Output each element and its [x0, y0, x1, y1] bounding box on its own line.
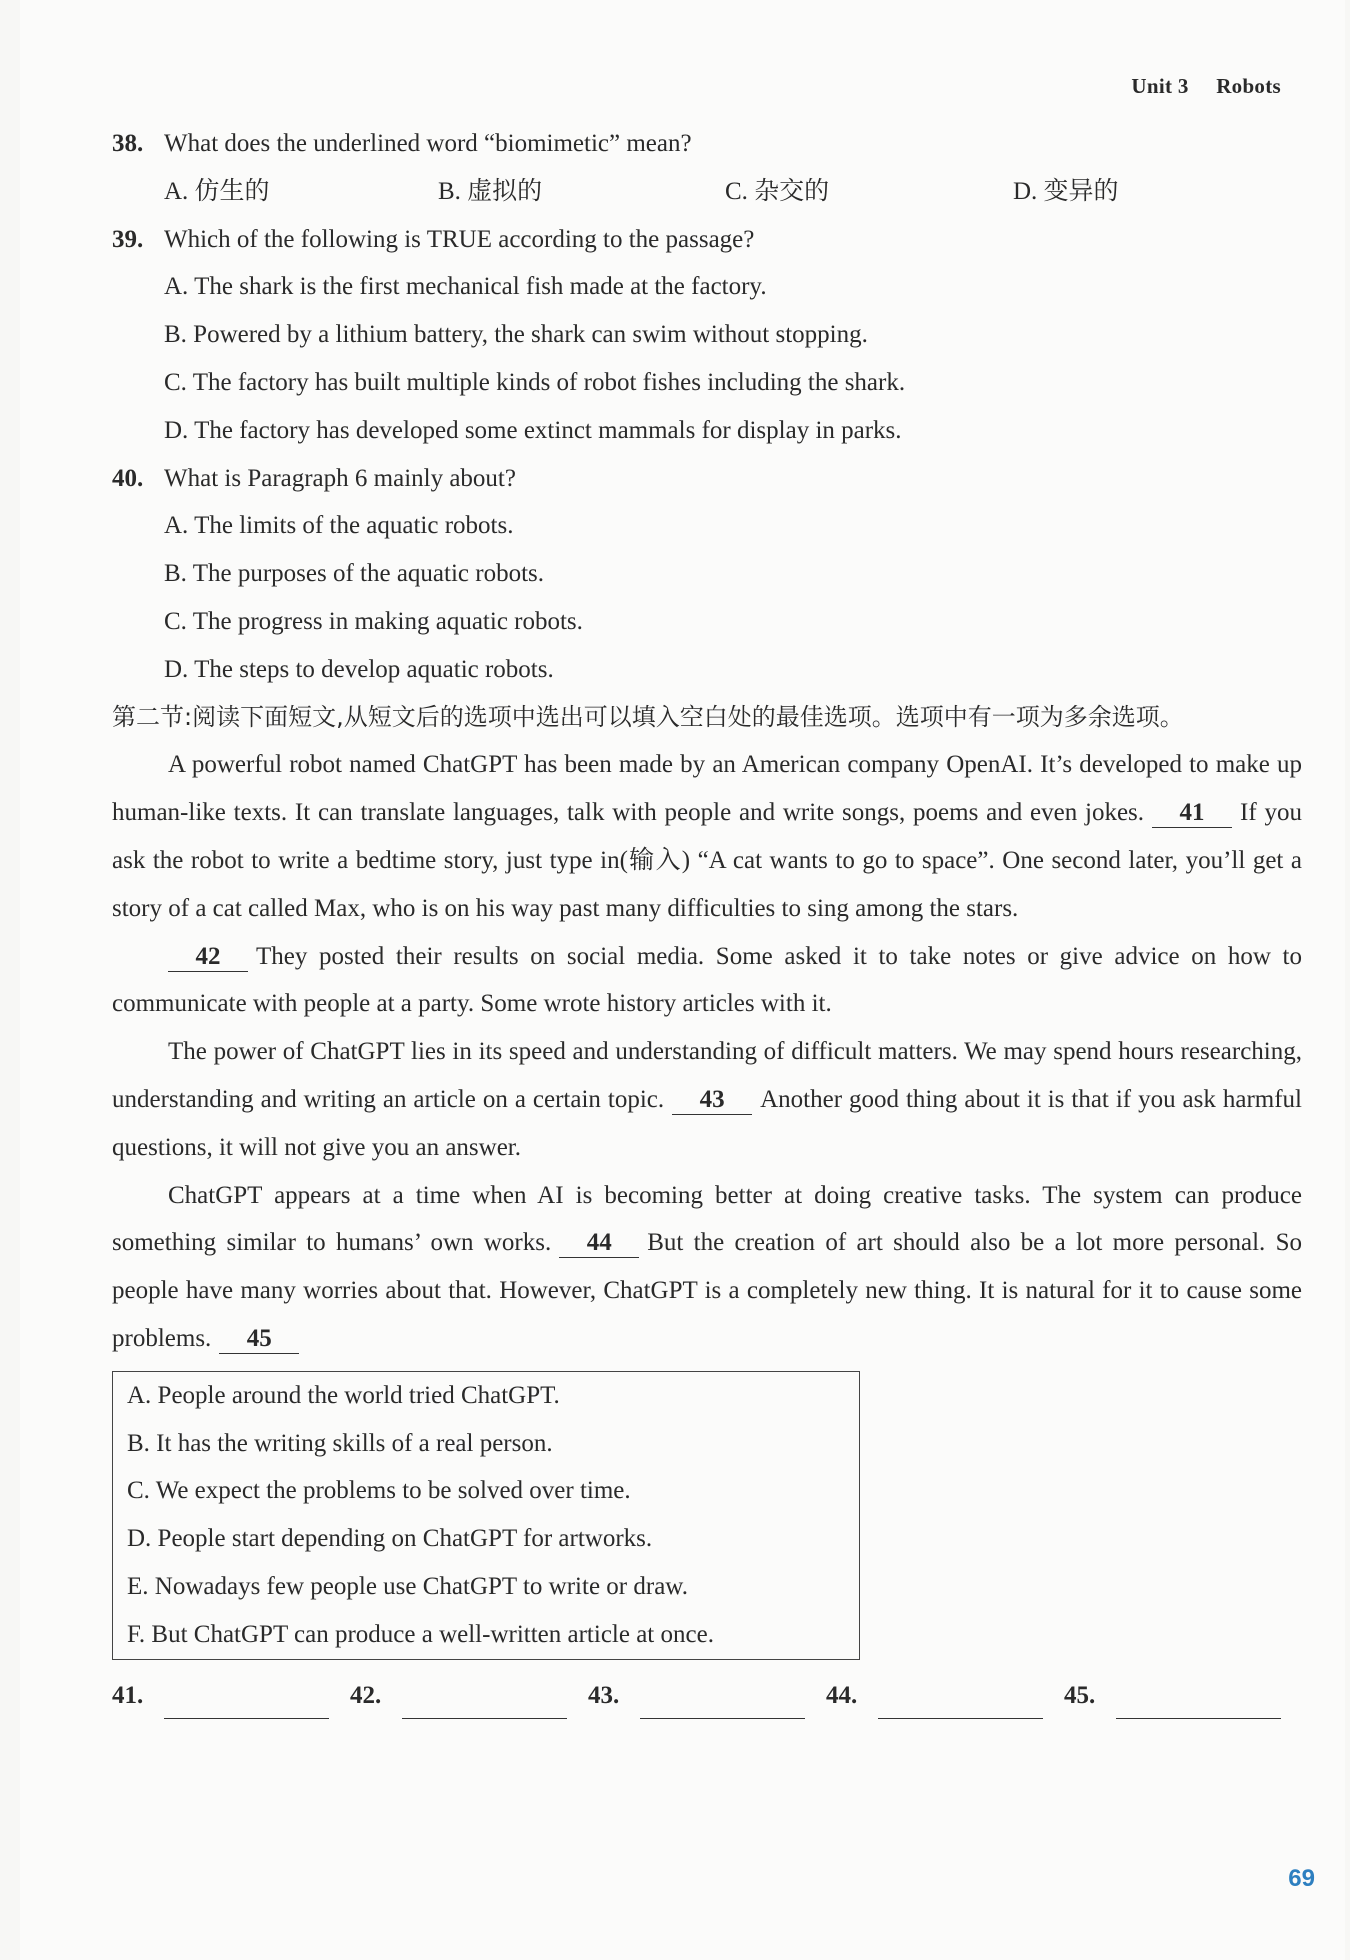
main-content [112, 120, 1302, 1719]
choice-e: E. Nowadays few people use ChatGPT to write or draw. [127, 1572, 688, 1600]
page-header [1131, 74, 1281, 99]
question-38-options [112, 168, 1302, 216]
answer-42 [350, 1672, 588, 1720]
answer-line[interactable] [640, 1688, 805, 1719]
answer-label: 43. [588, 1681, 620, 1709]
option-a: A. 仿生的 [164, 177, 270, 205]
question-text: What is Paragraph 6 mainly about? [164, 464, 516, 492]
blank-45: 45 [219, 1325, 299, 1354]
question-number: 39. [112, 225, 144, 253]
section-2-instruction: 第二节:阅读下面短文,从短文后的选项中选出可以填入空白处的最佳选项。选项中有一项为多余选项。 [112, 702, 1184, 731]
option-b: B. The purposes of the aquatic robots. [164, 560, 545, 588]
option-c: C. The progress in making aquatic robots. [164, 607, 583, 635]
choice-c: C. We expect the problems to be solved over time. [127, 1477, 631, 1505]
answer-44 [826, 1672, 1064, 1720]
question-38 [112, 120, 1302, 168]
paragraph-text: Another good thing about it is that if you ask harmful questions, it will not give you an answer. [112, 1085, 1302, 1161]
question-text: Which of the following is TRUE according to the passage? [164, 225, 755, 253]
answer-43 [588, 1672, 826, 1720]
choice-a: A. People around the world tried ChatGPT. [127, 1381, 560, 1409]
blank-42: 42 [168, 943, 248, 972]
option-b: B. 虚拟的 [438, 177, 543, 205]
option-d: D. 变异的 [1013, 177, 1119, 205]
answer-line[interactable] [164, 1688, 329, 1719]
paragraph-text: If you ask the robot to write a bedtime story, just type in(输入) “A cat wants to go to space”. One second later, you’ll get a story of a cat called Max, who is on his way past many difficulties to sing among the stars. [112, 799, 1302, 922]
option-c: C. 杂交的 [725, 177, 830, 205]
answer-41 [112, 1672, 350, 1720]
unit-label: Unit 3 [1131, 74, 1189, 98]
answer-line[interactable] [878, 1688, 1043, 1719]
passage-paragraph-2 [112, 933, 1302, 1029]
passage-paragraph-4 [112, 1172, 1302, 1363]
option-c: C. The factory has built multiple kinds of robot fishes including the shark. [164, 368, 906, 396]
answer-label: 44. [826, 1681, 858, 1709]
question-39 [112, 216, 1302, 264]
answer-label: 45. [1064, 1681, 1096, 1709]
paragraph-text: The power of ChatGPT lies in its speed and understanding of difficult matters. We may spend hours researching, understanding and writing an article on a certain topic. [112, 1038, 1302, 1113]
page-number: 69 [1288, 1865, 1315, 1892]
question-number: 38. [112, 130, 144, 157]
blank-44: 44 [559, 1229, 639, 1258]
answer-lines [112, 1672, 1302, 1720]
answer-label: 41. [112, 1681, 144, 1709]
option-b: B. Powered by a lithium battery, the shark can swim without stopping. [164, 321, 868, 349]
answer-line[interactable] [1116, 1688, 1281, 1719]
paragraph-text: But the creation of art should also be a lot more personal. So people have many worries about that. However, ChatGPT is a completely new thing. It is natural for it to cause some problems. [112, 1229, 1302, 1352]
worksheet-page [20, 0, 1345, 1960]
question-number: 40. [112, 464, 144, 492]
unit-title: Robots [1216, 74, 1281, 98]
answer-label: 42. [350, 1681, 382, 1709]
option-d: D. The factory has developed some extinct mammals for display in parks. [164, 416, 902, 444]
paragraph-text: A powerful robot named ChatGPT has been made by an American company OpenAI. It’s developed to make up human-like texts. It can translate languages, talk with people and write songs, poems and even jokes. [112, 751, 1302, 827]
answer-line[interactable] [402, 1688, 567, 1719]
passage-paragraph-3 [112, 1028, 1302, 1171]
blank-43: 43 [672, 1086, 752, 1115]
choice-f: F. But ChatGPT can produce a well-written article at once. [127, 1620, 714, 1648]
answer-45 [1064, 1672, 1302, 1720]
choice-d: D. People start depending on ChatGPT for artworks. [127, 1525, 653, 1553]
paragraph-text: ChatGPT appears at a time when AI is becoming better at doing creative tasks. The system can produce something similar to humans’ own works. [112, 1181, 1302, 1257]
paragraph-text: They posted their results on social media. Some asked it to take notes or give advice on how to communicate with people at a party. Some wrote history articles with it. [112, 942, 1302, 1018]
option-a: A. The limits of the aquatic robots. [164, 512, 514, 540]
option-a: A. The shark is the first mechanical fish made at the factory. [164, 273, 767, 301]
option-d: D. The steps to develop aquatic robots. [164, 655, 554, 683]
question-40 [112, 455, 1302, 503]
choice-b: B. It has the writing skills of a real person. [127, 1429, 553, 1457]
blank-41: 41 [1152, 799, 1232, 828]
question-text: What does the underlined word “biomimetic” mean? [164, 130, 692, 157]
choices-box [112, 1371, 860, 1660]
passage-paragraph-1 [112, 741, 1302, 932]
